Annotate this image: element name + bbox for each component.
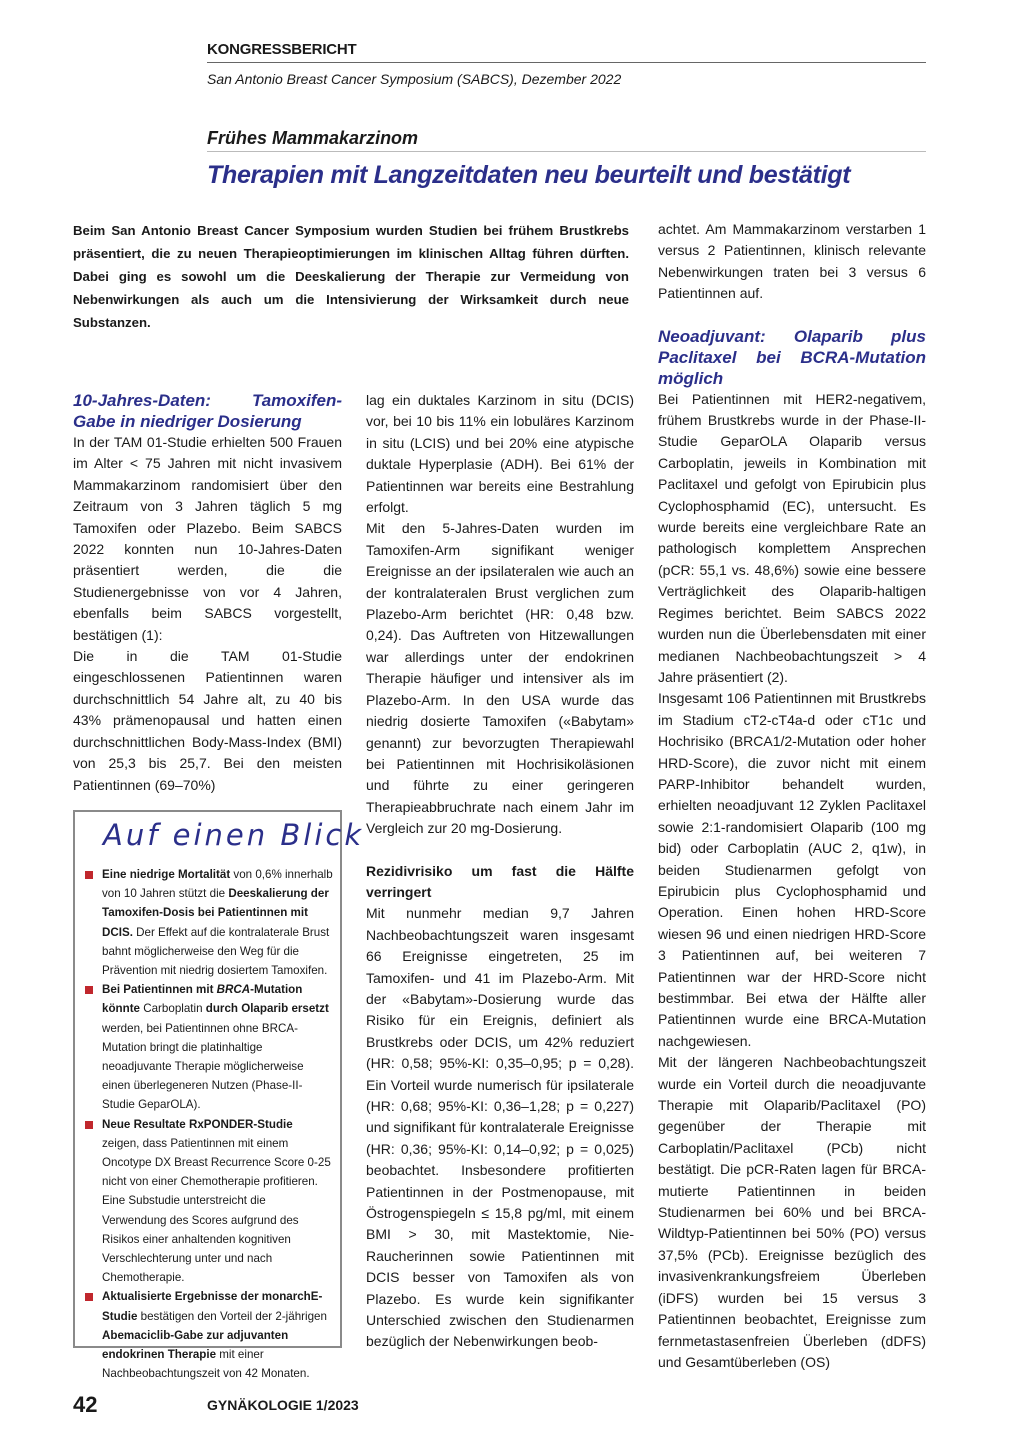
column-1 bbox=[73, 390, 342, 796]
summary-bullet-1: Eine niedrige Mortalität von 0,6% innerhalb von 10 Jahren stützt die Deeskalierung der Tamoxifen-Dosis bei Patientinnen mit DCIS. Der Effekt auf die kontralaterale Brust bahnt möglicherweise den Weg für die Prävention mit niedrig dosiertem Tamoxifen. bbox=[85, 865, 333, 980]
col3-paragraph-3: Mit der längeren Nachbeobachtungszeit wurde ein Vorteil durch die neoadjuvante Therapie mit Olaparib/Paclitaxel (PO) gegenüber der Therapie mit Carboplatin/Paclitaxel (PCb) nicht bestätigt. Die pCR-Raten lagen für BRCA-mutierte Patientinnen in beiden Studienarmen bei 60% und bei BRCA-Wildtyp-Patientinnen bei 50% (PO) versus 37,5% (PCb). Ereignisse bezüglich des invasivenkrankungsfreiem Überleben (iDFS) wurden bei 15 versus 3 Patientinnen beobachtet, Ereignisse zum fernmetastasenfreien Überleben (dDFS) und Gesamtüberleben (OS) bbox=[658, 1054, 926, 1370]
col2-heading: Rezidivrisiko um fast die Hälfte verringert bbox=[366, 862, 634, 900]
column-3 bbox=[658, 219, 926, 1373]
section-rule bbox=[207, 151, 926, 152]
column-2 bbox=[366, 390, 634, 1353]
bullet-square-icon bbox=[85, 1121, 93, 1129]
col1-heading: 10-Jahres-Daten: Tamoxifen-Gabe in niedriger Dosierung bbox=[73, 391, 342, 431]
summary-bullet-2: Bei Patientinnen mit BRCA-Mutation könnte Carboplatin durch Olaparib ersetzt werden, bei Patientinnen ohne BRCA-Mutation bringt die platinhaltige neoadjuvante Therapie möglicherweise einen überlegeneren Nutzen (Phase-II-Studie GeparOLA). bbox=[85, 980, 333, 1114]
summary-bullet-3: Neue Resultate RxPONDER-Studie zeigen, dass Patientinnen mit einem Oncotype DX Breast Recurrence Score 0-25 nicht von einer Chemotherapie profitieren. Eine Substudie unterstreicht die Verwendung des Scores aufgrund des Risikos einer anhaltenden kognitiven Verschlechterung unter und nach Chemotherapie. bbox=[85, 1115, 333, 1288]
page-number: 42 bbox=[73, 1392, 98, 1417]
article-title: Therapien mit Langzeitdaten neu beurteilt und bestätigt bbox=[207, 161, 851, 189]
col1-paragraph-1: In der TAM 01-Studie erhielten 500 Frauen im Alter < 75 Jahren mit nicht invasivem Mammakarzinom randomisiert über den Zeitraum von 3 Jahren täglich 5 mg Tamoxifen oder Plazebo. Beim SABCS 2022 konnten nun 10-Jahres-Daten präsentiert werden, die die Studienergebnisse von vor 4 Jahren, ebenfalls beim SABCS vorgestellt, bestätigen (1): bbox=[73, 434, 342, 643]
bullet-square-icon bbox=[85, 1293, 93, 1301]
bullet-square-icon bbox=[85, 986, 93, 994]
col3-heading: Neoadjuvant: Olaparib plus Paclitaxel bei BCRA-Mutation möglich bbox=[658, 326, 926, 388]
summary-box-title: Auf einen Blick bbox=[103, 818, 365, 852]
col3-paragraph-2: Insgesamt 106 Patientinnen mit Brustkrebs im Stadium cT2-cT4a-d oder cT1c und Hochrisiko (BRCA1/2-Mutation oder hoher HRD-Score), die zuvor nicht mit einem PARP-Inhibitor behandelt wurden, erhielten neoadjuvant 12 Zyklen Paclitaxel sowie 2:1-randomisiert Olaparib (100 mg bid) oder Carboplatin (AUC 2, q1w), in beiden Studienarmen gefolgt von Epirubicin plus Cyclophosphamid und Operation. Einen hohen HRD-Score wiesen 96 und einen niedrigen HRD-Score 3 Patientinnen auf, bei weiteren 7 Patientinnen war der HRD-Score nicht bestimmbar. Bei etwa der Hälfte aller Patientinnen wurde eine BRCA-Mutation nachgewiesen. bbox=[658, 690, 926, 1049]
section-title: Frühes Mammakarzinom bbox=[207, 128, 419, 148]
col1-paragraph-2: Die in die TAM 01-Studie eingeschlossenen Patientinnen waren durchschnittlich 54 Jahre alt, zu 40 bis 43% prämenopausal und hatten einen durchschnittlichen Body-Mass-Index (BMI) von 25,3 bis 25,7. Bei den meisten Patientinnen (69–70%) bbox=[73, 648, 342, 793]
bullet-square-icon bbox=[85, 871, 93, 879]
conference-line: San Antonio Breast Cancer Symposium (SABCS), Dezember 2022 bbox=[207, 71, 622, 87]
summary-bullet-4: Aktualisierte Ergebnisse der monarchE-Studie bestätigen den Vorteil der 2-jährigen Abemaciclib-Gabe zur adjuvanten endokrinen Therapie mit einer Nachbeobachtungszeit von 42 Monaten. bbox=[85, 1287, 333, 1383]
lead-paragraph: Beim San Antonio Breast Cancer Symposium wurden Studien bei frühem Brustkrebs präsentiert, die zu neuen Therapieoptimierungen im klinischen Alltag führen dürften. Dabei ging es sowohl um die Deeskalierung der Therapie zur Vermeidung von Nebenwirkungen als auch um die Intensivierung der Wirksamkeit durch neue Substanzen. bbox=[73, 223, 629, 330]
header-rule bbox=[207, 62, 926, 63]
col2-paragraph-2: Mit den 5-Jahres-Daten wurden im Tamoxifen-Arm signifikant weniger Ereignisse an der ipsilateralen wie auch an der kontralateralen Brust verglichen zum Plazebo-Arm berichtet (HR: 0,48 bzw. 0,24). Das Auftreten von Hitzewallungen war allerdings unter der endokrinen Therapie häufiger und intensiver als im Plazebo-Arm. In den USA wurde das niedrig dosierte Tamoxifen («Babytam» genannt) zur bevorzugten Therapiewahl bei Patientinnen mit Hochrisikoläsionen und führte zu einer geringeren Therapieabbruchrate nach einem Jahr im Vergleich zur 20 mg-Dosierung. bbox=[366, 520, 634, 837]
summary-bullets bbox=[85, 865, 333, 1383]
col2-paragraph-1: lag ein duktales Karzinom in situ (DCIS) vor, bei 10 bis 11% ein lobuläres Karzinom in situ (LCIS) und bei 20% eine atypische duktale Hyperplasie (ADH). Bei 61% der Patientinnen war bereits eine Bestrahlung erfolgt. bbox=[366, 392, 634, 516]
col3-paragraph-1: Bei Patientinnen mit HER2-negativem, frühem Brustkrebs wurde in der Phase-II-Studie GeparOLA Olaparib versus Carboplatin, jeweils in Kombination mit Paclitaxel und gefolgt von Epirubicin plus Cyclophosphamid (EC), untersucht. Es wurde bereits eine vergleichbare Rate an pathologisch komplettem Ansprechen (pCR: 55,1 vs. 48,6%) sowie eine bessere Verträglichkeit des Olaparib-haltigen Regimes berichtet. Beim SABCS 2022 wurden nun die Überlebensdaten mit einer medianen Nachbeobachtungszeit > 4 Jahre präsentiert (2). bbox=[658, 390, 926, 685]
col2-paragraph-3: Mit nunmehr median 9,7 Jahren Nachbeobachtungszeit waren insgesamt 66 Ereignisse eingetreten, 25 im Tamoxifen- und 41 im Plazebo-Arm. Mit der «Babytam»-Dosierung wurde das Risiko für ein Ereignis, definiert als Brustkrebs oder DCIS, um 42% reduziert (HR: 0,58; 95%-KI: 0,35–0,95; p = 0,28). Ein Vorteil wurde numerisch für ipsilaterale (HR: 0,68; 95%-KI: 0,36–1,28; p = 0,227) und signifikant für kontralaterale Ereignisse (HR: 0,36; 95%-KI: 0,14–0,92; p = 0,025) beobachtet. Insbesondere profitierten Patientinnen in der Postmenopause, mit Östrogenspiegeln ≤ 15,8 pg/ml, mit einem BMI > 30, mit Mastektomie, Nie-Raucherinnen sowie Patientinnen mit DCIS besser von Tamoxifen als von Plazebo. Es wurde kein signifikanter Unterschied zwischen den Studienarmen bezüglich der Nebenwirkungen beob- bbox=[366, 905, 634, 1350]
col3-paragraph-0: achtet. Am Mammakarzinom verstarben 1 versus 2 Patientinnen, klinisch relevante Nebenwirkungen traten bei 3 versus 6 Patientinnen auf. bbox=[658, 221, 926, 302]
journal-issue: GYNÄKOLOGIE 1/2023 bbox=[207, 1397, 359, 1413]
kicker: KONGRESSBERICHT bbox=[207, 41, 357, 58]
